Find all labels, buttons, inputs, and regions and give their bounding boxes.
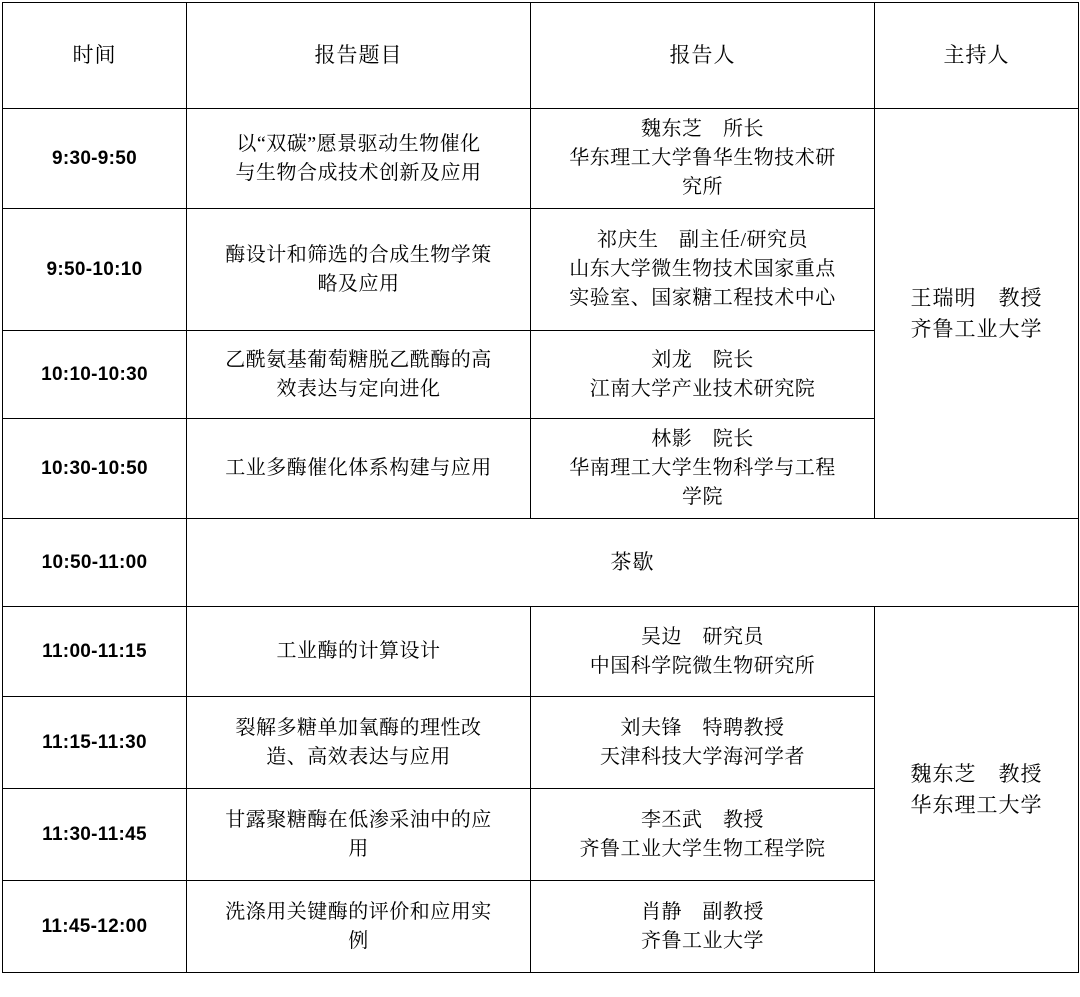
session-speaker: 魏东芝 所长 华东理工大学鲁华生物技术研 究所 <box>531 109 875 209</box>
header-speaker: 报告人 <box>531 3 875 109</box>
session-time: 11:30-11:45 <box>3 789 187 881</box>
session-speaker: 刘龙 院长 江南大学产业技术研究院 <box>531 331 875 419</box>
session-title: 裂解多糖单加氧酶的理性改 造、高效表达与应用 <box>187 697 531 789</box>
header-chair: 主持人 <box>875 3 1079 109</box>
table-row <box>3 607 1079 697</box>
session-time: 11:15-11:30 <box>3 697 187 789</box>
session-time: 9:30-9:50 <box>3 109 187 209</box>
session-time: 11:00-11:15 <box>3 607 187 697</box>
session-title: 甘露聚糖酶在低渗采油中的应 用 <box>187 789 531 881</box>
session-time: 9:50-10:10 <box>3 209 187 331</box>
session-chair-first: 王瑞明 教授 齐鲁工业大学 <box>875 109 1079 519</box>
table-header-row <box>3 3 1079 109</box>
session-chair-second: 魏东芝 教授 华东理工大学 <box>875 607 1079 973</box>
session-time: 10:10-10:30 <box>3 331 187 419</box>
break-row <box>3 519 1079 607</box>
session-title: 乙酰氨基葡萄糖脱乙酰酶的高 效表达与定向进化 <box>187 331 531 419</box>
session-title: 以“双碳”愿景驱动生物催化 与生物合成技术创新及应用 <box>187 109 531 209</box>
session-speaker: 祁庆生 副主任/研究员 山东大学微生物技术国家重点 实验室、国家糖工程技术中心 <box>531 209 875 331</box>
break-label: 茶歇 <box>187 519 1079 607</box>
header-title: 报告题目 <box>187 3 531 109</box>
session-title: 工业酶的计算设计 <box>187 607 531 697</box>
break-time: 10:50-11:00 <box>3 519 187 607</box>
session-speaker: 林影 院长 华南理工大学生物科学与工程 学院 <box>531 419 875 519</box>
table-row <box>3 109 1079 209</box>
session-time: 10:30-10:50 <box>3 419 187 519</box>
session-speaker: 吴边 研究员 中国科学院微生物研究所 <box>531 607 875 697</box>
schedule-table <box>2 2 1079 973</box>
session-time: 11:45-12:00 <box>3 881 187 973</box>
session-speaker: 肖静 副教授 齐鲁工业大学 <box>531 881 875 973</box>
session-title: 洗涤用关键酶的评价和应用实 例 <box>187 881 531 973</box>
header-time: 时间 <box>3 3 187 109</box>
session-speaker: 刘夫锋 特聘教授 天津科技大学海河学者 <box>531 697 875 789</box>
session-speaker: 李丕武 教授 齐鲁工业大学生物工程学院 <box>531 789 875 881</box>
session-title: 工业多酶催化体系构建与应用 <box>187 419 531 519</box>
session-title: 酶设计和筛选的合成生物学策 略及应用 <box>187 209 531 331</box>
